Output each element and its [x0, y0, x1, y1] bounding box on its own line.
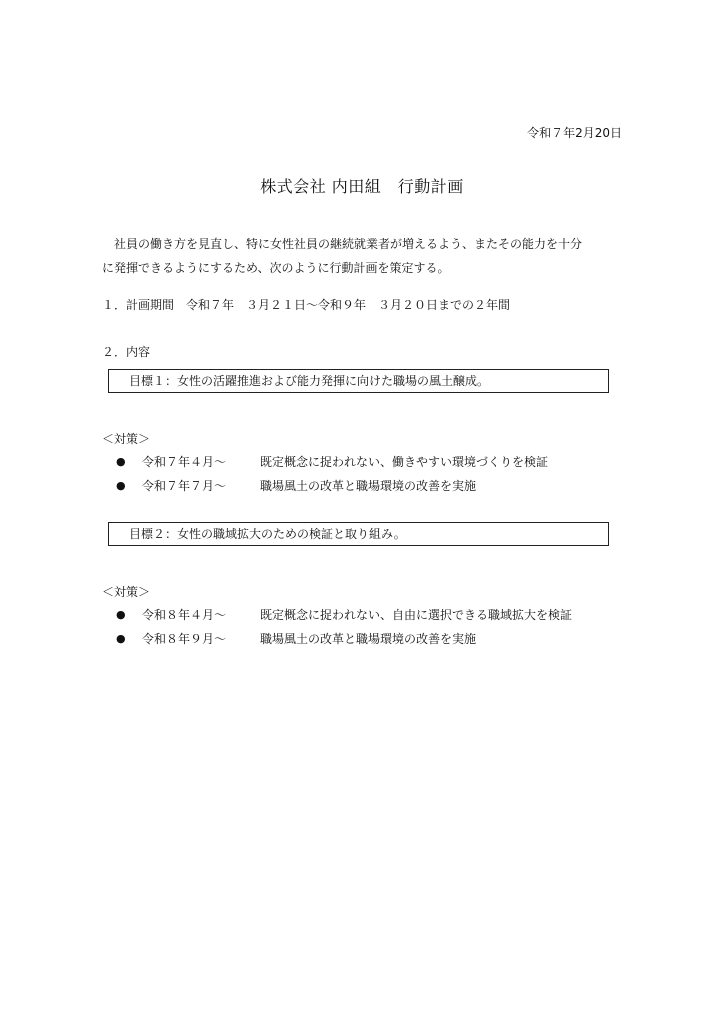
measure-item: [116, 627, 572, 651]
measure-date: 令和８年９月～: [142, 632, 227, 646]
bullet-icon: ●: [116, 608, 126, 621]
intro-line-1: 社員の働き方を見直し、特に女性社員の継続就業者が増えるよう、またその能力を十分: [114, 237, 583, 251]
bullet-icon: ●: [116, 632, 126, 645]
bullet-icon: ●: [116, 479, 126, 492]
goal-2-measures-list: [116, 603, 572, 651]
measure-text: 職場風土の改革と職場環境の改善を実施: [260, 479, 477, 493]
content-heading: ２．内容: [102, 345, 151, 359]
measure-date: 令和７年４月～: [142, 455, 227, 469]
document-date: 令和７年2月20日: [527, 126, 622, 140]
measure-date: 令和８年４月～: [142, 608, 227, 622]
measure-date: 令和７年７月～: [142, 479, 227, 493]
bullet-icon: ●: [116, 455, 126, 468]
goal-2-box: 目標２：女性の職域拡大のための検証と取り組み。: [108, 522, 609, 546]
goal-2-measures-heading: ＜対策＞: [102, 585, 151, 599]
goal-1-box: 目標１：女性の活躍推進および能力発揮に向けた職場の風土醸成。: [108, 369, 609, 393]
measure-text: 既定概念に捉われない、自由に選択できる職域拡大を検証: [260, 608, 573, 622]
measure-item: [116, 603, 572, 627]
measure-item: [116, 474, 548, 498]
measure-text: 既定概念に捉われない、働きやすい環境づくりを検証: [260, 455, 549, 469]
measure-text: 職場風土の改革と職場環境の改善を実施: [260, 632, 477, 646]
goal-1-measures-list: [116, 450, 548, 498]
intro-paragraph: [102, 232, 624, 280]
plan-period: １．計画期間 令和７年 ３月２１日～令和９年 ３月２０日までの２年間: [102, 298, 511, 312]
goal-1-measures-heading: ＜対策＞: [102, 432, 151, 446]
measure-item: [116, 450, 548, 474]
document-title: 株式会社 内田組 行動計画: [260, 177, 464, 196]
intro-line-2: に発揮できるようにするため、次のように行動計画を策定する。: [102, 261, 450, 275]
